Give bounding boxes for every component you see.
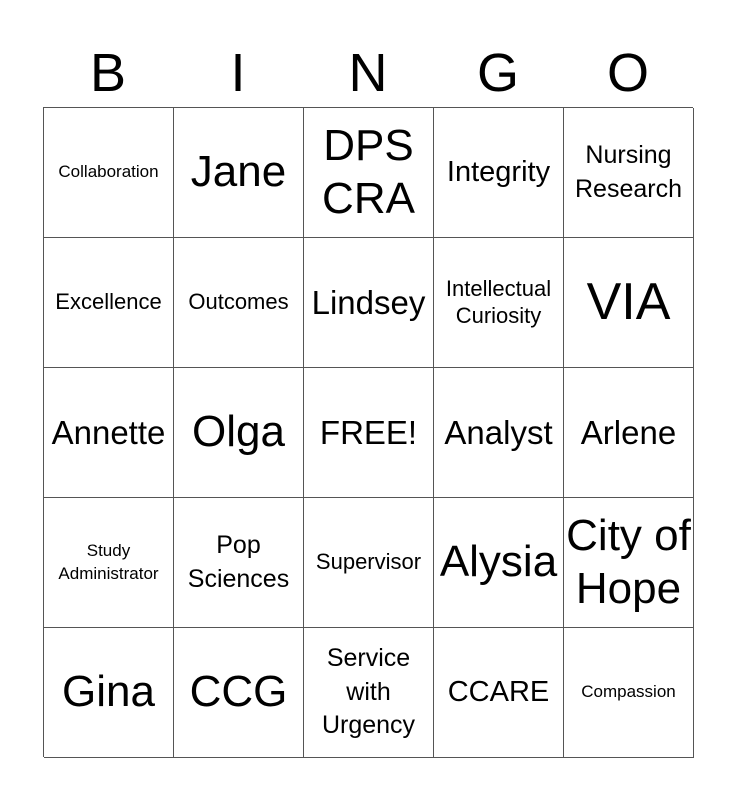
bingo-cell-r2c3[interactable]: Lindsey — [304, 238, 434, 368]
bingo-cell-r2c4[interactable]: Intellectual Curiosity — [434, 238, 564, 368]
bingo-cell-r3c3[interactable]: FREE! — [304, 368, 434, 498]
bingo-cell-r5c3[interactable]: Service with Urgency — [304, 628, 434, 758]
bingo-cell-r2c1[interactable]: Excellence — [44, 238, 174, 368]
bingo-cell-r1c1[interactable]: Collaboration — [44, 108, 174, 238]
bingo-cell-r1c5[interactable]: Nursing Research — [564, 108, 694, 238]
bingo-cell-r5c1[interactable]: Gina — [44, 628, 174, 758]
bingo-cell-r1c3[interactable]: DPS CRA — [304, 108, 434, 238]
bingo-cell-r4c1[interactable]: Study Administrator — [44, 498, 174, 628]
bingo-cell-r2c5[interactable]: VIA — [564, 238, 694, 368]
bingo-cell-r4c5[interactable]: City of Hope — [564, 498, 694, 628]
bingo-cell-r4c2[interactable]: Pop Sciences — [174, 498, 304, 628]
bingo-cell-r1c4[interactable]: Integrity — [434, 108, 564, 238]
bingo-cell-r2c2[interactable]: Outcomes — [174, 238, 304, 368]
bingo-cell-r4c3[interactable]: Supervisor — [304, 498, 434, 628]
bingo-cell-r3c1[interactable]: Annette — [44, 368, 174, 498]
bingo-cell-r5c2[interactable]: CCG — [174, 628, 304, 758]
bingo-cell-r3c2[interactable]: Olga — [174, 368, 304, 498]
header-letter-n: N — [348, 43, 388, 103]
bingo-cell-r1c2[interactable]: Jane — [174, 108, 304, 238]
bingo-cell-r3c4[interactable]: Analyst — [434, 368, 564, 498]
bingo-cell-r5c4[interactable]: CCARE — [434, 628, 564, 758]
bingo-cell-r3c5[interactable]: Arlene — [564, 368, 694, 498]
bingo-cell-r4c4[interactable]: Alysia — [434, 498, 564, 628]
header-letter-g: G — [476, 43, 519, 103]
header-letter-i: I — [230, 43, 246, 103]
header-letter-o: O — [606, 43, 649, 103]
bingo-board — [43, 107, 693, 757]
bingo-cell-r5c5[interactable]: Compassion — [564, 628, 694, 758]
header-letter-b: B — [89, 43, 127, 103]
bingo-header — [43, 40, 693, 106]
